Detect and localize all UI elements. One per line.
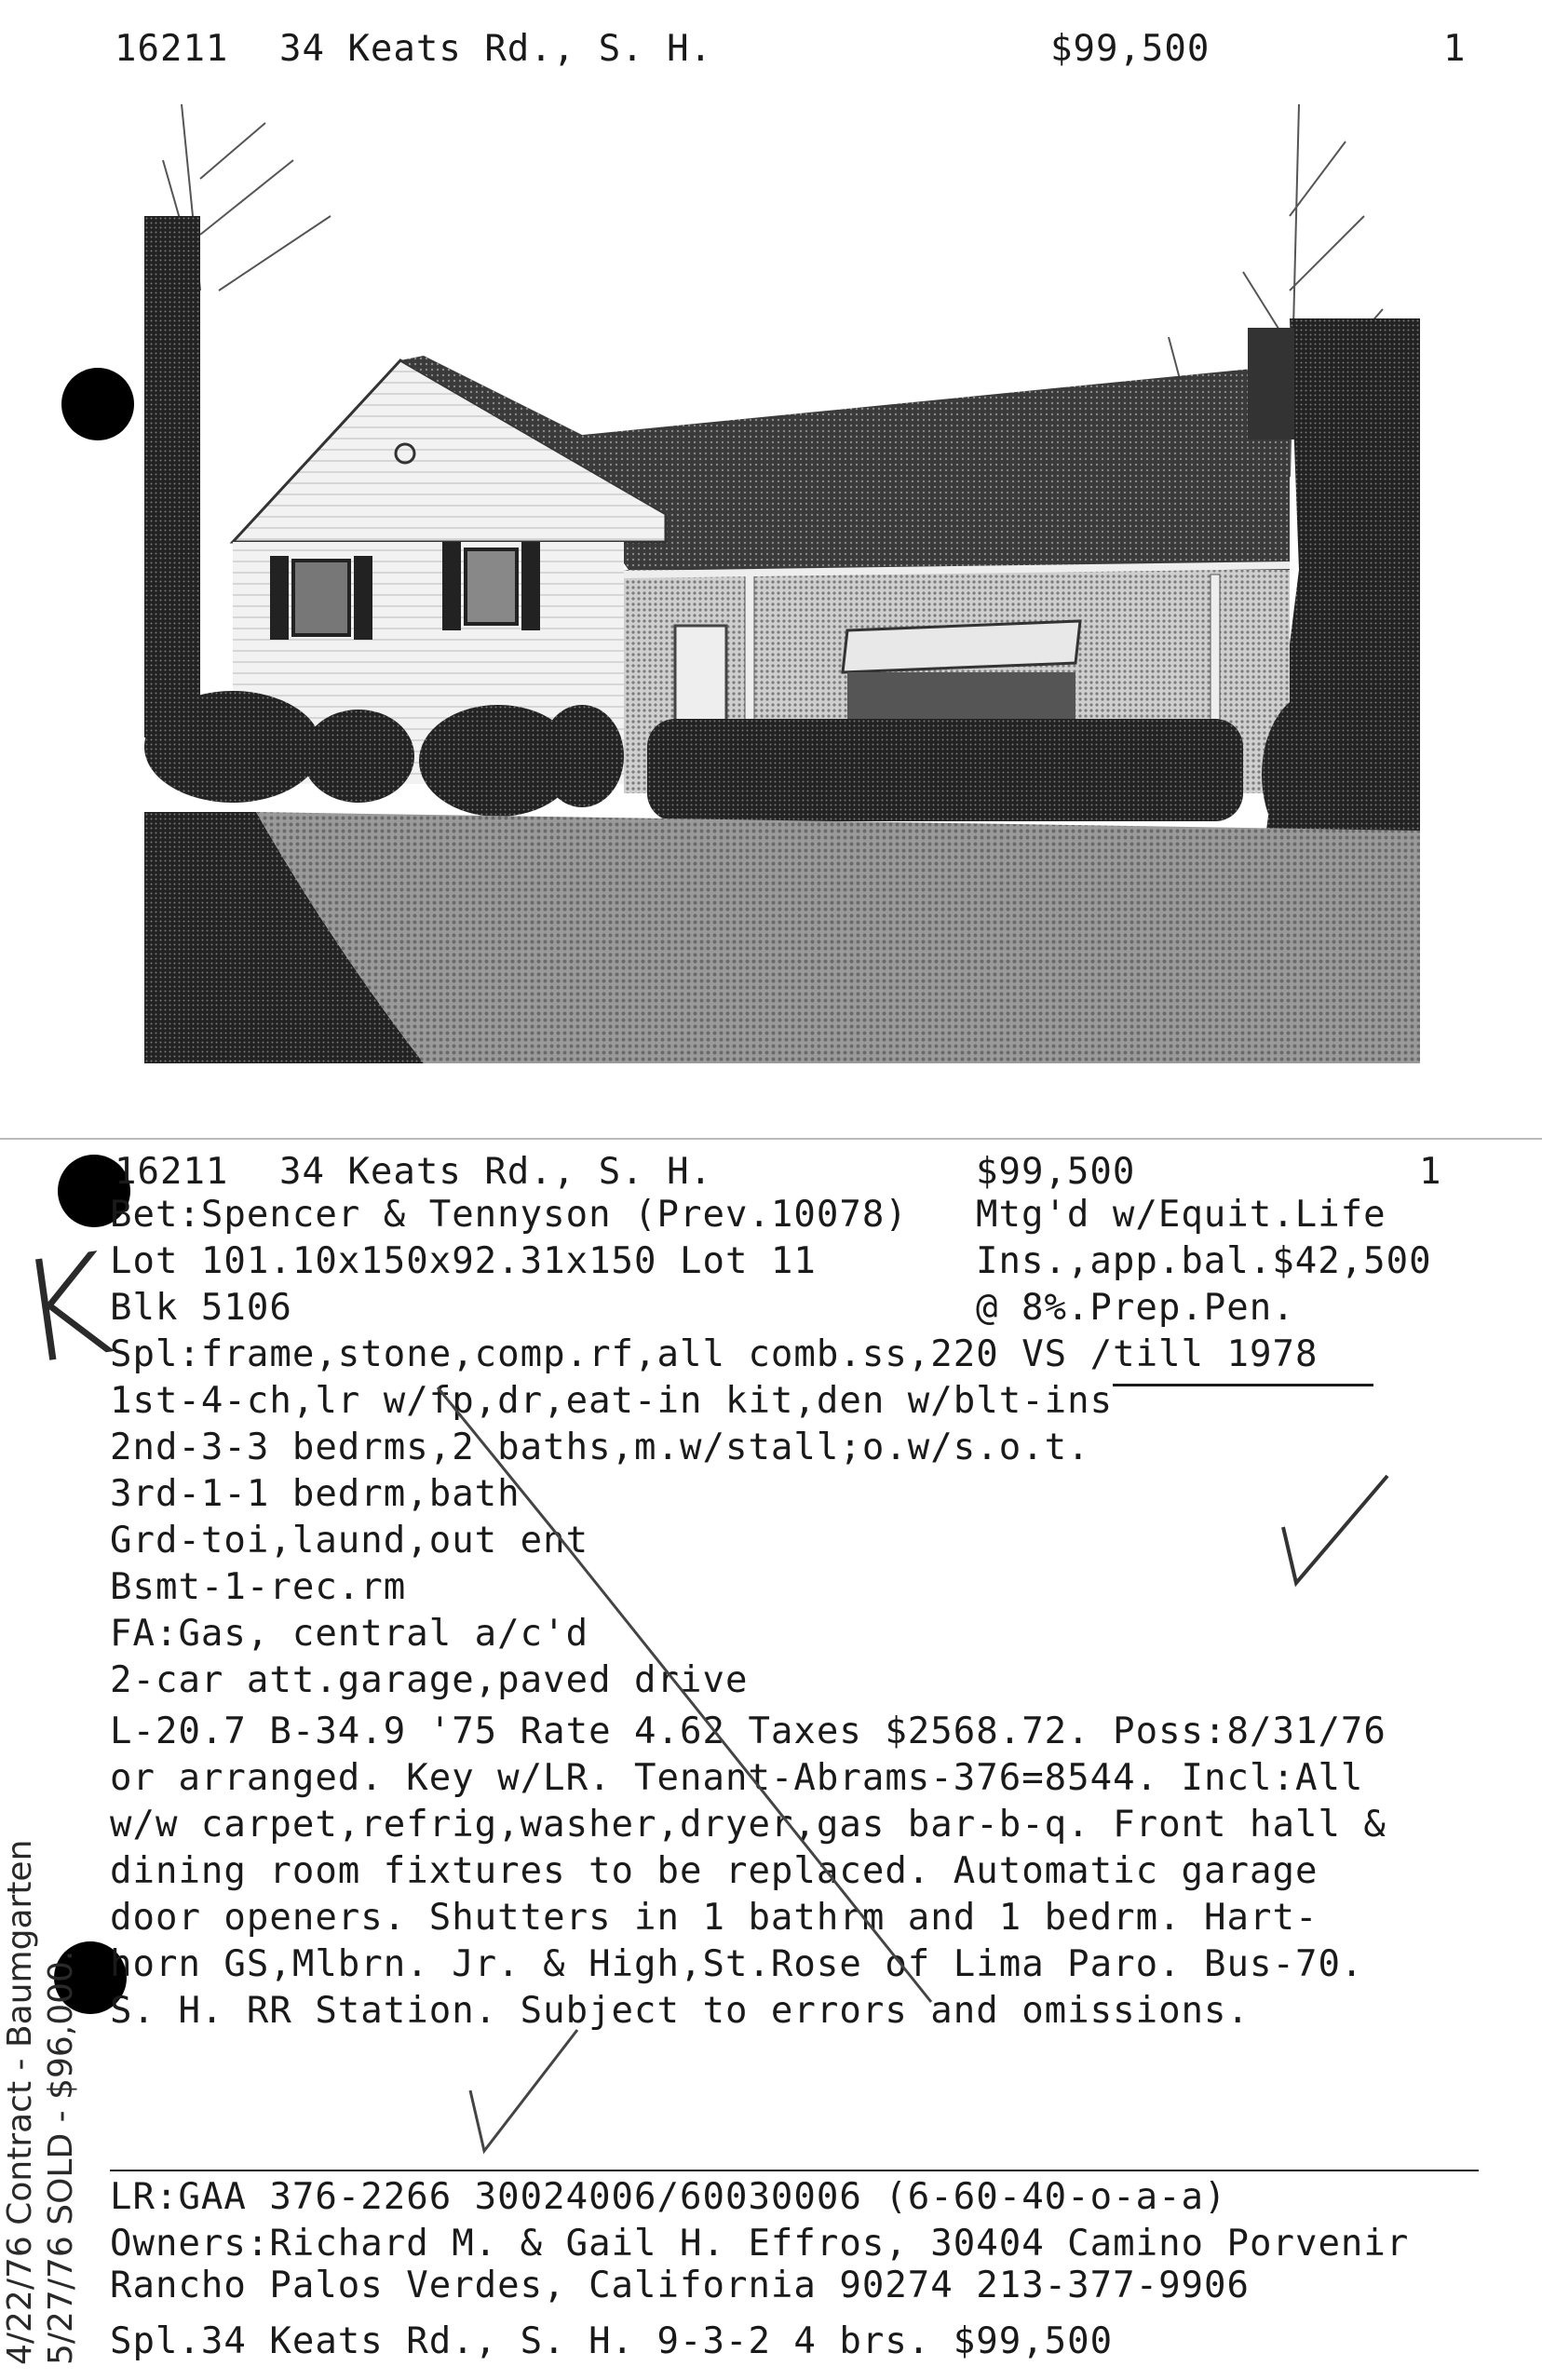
description-line: w/w carpet,refrig,washer,dryer,gas bar-b-q. Front hall & [110,1804,1386,1846]
description-line: 3rd-1-1 bedrm,bath [110,1473,521,1515]
description-line: L-20.7 B-34.9 '75 Rate 4.62 Taxes $2568.72. Poss:8/31/76 [110,1711,1386,1752]
description-line: FA:Gas, central a/c'd [110,1613,589,1655]
description-line: Bsmt-1-rec.rm [110,1566,407,1608]
card-address: 34 Keats Rd., S. H. [279,1151,713,1193]
description-line: 2nd-3-3 bedrms,2 baths,m.w/stall;o.w/s.o.t. [110,1427,1090,1468]
mortgage-rate-line: @ 8%.Prep.Pen. [976,1287,1295,1329]
description-line: door openers. Shutters in 1 bathrm and 1 bedrm. Hart- [110,1897,1319,1939]
description-line: 1st-4-ch,lr w/fp,dr,eat-in kit,den w/blt-ins [110,1380,1114,1422]
between-line: Bet:Spencer & Tennyson (Prev.10078) [110,1194,908,1236]
mortgage-line: Mtg'd w/Equit.Life [976,1194,1386,1236]
checkmark-icon [1283,1476,1387,1583]
summary-line: Spl.34 Keats Rd., S. H. 9-3-2 4 brs. $99,500 [110,2320,1114,2362]
description-line: horn GS,Mlbrn. Jr. & High,St.Rose of Lima Paro. Bus-70. [110,1943,1364,1985]
mortgage-balance-line: Ins.,app.bal.$42,500 [976,1240,1432,1282]
pen-strike-icon [438,1387,931,2151]
margin-note-contract: 4/22/76 Contract - Baumgarten [1,1839,39,2365]
description-line: Grd-toi,laund,out ent [110,1520,589,1562]
lot-line: Lot 101.10x150x92.31x150 Lot 11 [110,1240,817,1282]
handwritten-letter: K [7,1224,122,1397]
description-line: dining room fixtures to be replaced. Automatic garage [110,1850,1319,1892]
card-number: 1 [1419,1151,1442,1193]
listing-address: 34 Keats Rd., S. H. [279,28,713,70]
listing-number: 16211 [115,28,229,70]
description-line: or arranged. Key w/LR. Tenant-Abrams-376=8544. Incl:All [110,1757,1364,1799]
card-number: 1 [1443,28,1467,70]
description-line: S. H. RR Station. Subject to errors and omissions. [110,1990,1250,2032]
description-line: 2-car att.garage,paved drive [110,1659,749,1701]
card-listing-number: 16211 [115,1151,229,1193]
listing-price: $99,500 [1050,28,1211,70]
special-features-line: Spl:frame,stone,comp.rf,all comb.ss,220 VS /till 1978 [110,1333,1319,1375]
margin-note-sold: 5/27/76 SOLD - $96,000. [42,1950,80,2365]
owners-address-line: Rancho Palos Verdes, California 90274 213-377-9906 [110,2265,1250,2306]
listing-realtor-line: LR:GAA 376-2266 30024006/60030006 (6-60-40-o-a-a) [110,2176,1227,2218]
owners-line: Owners:Richard M. & Gail H. Effros, 30404 Camino Porvenir [110,2223,1410,2265]
card-price: $99,500 [976,1151,1136,1193]
block-line: Blk 5106 [110,1287,292,1329]
